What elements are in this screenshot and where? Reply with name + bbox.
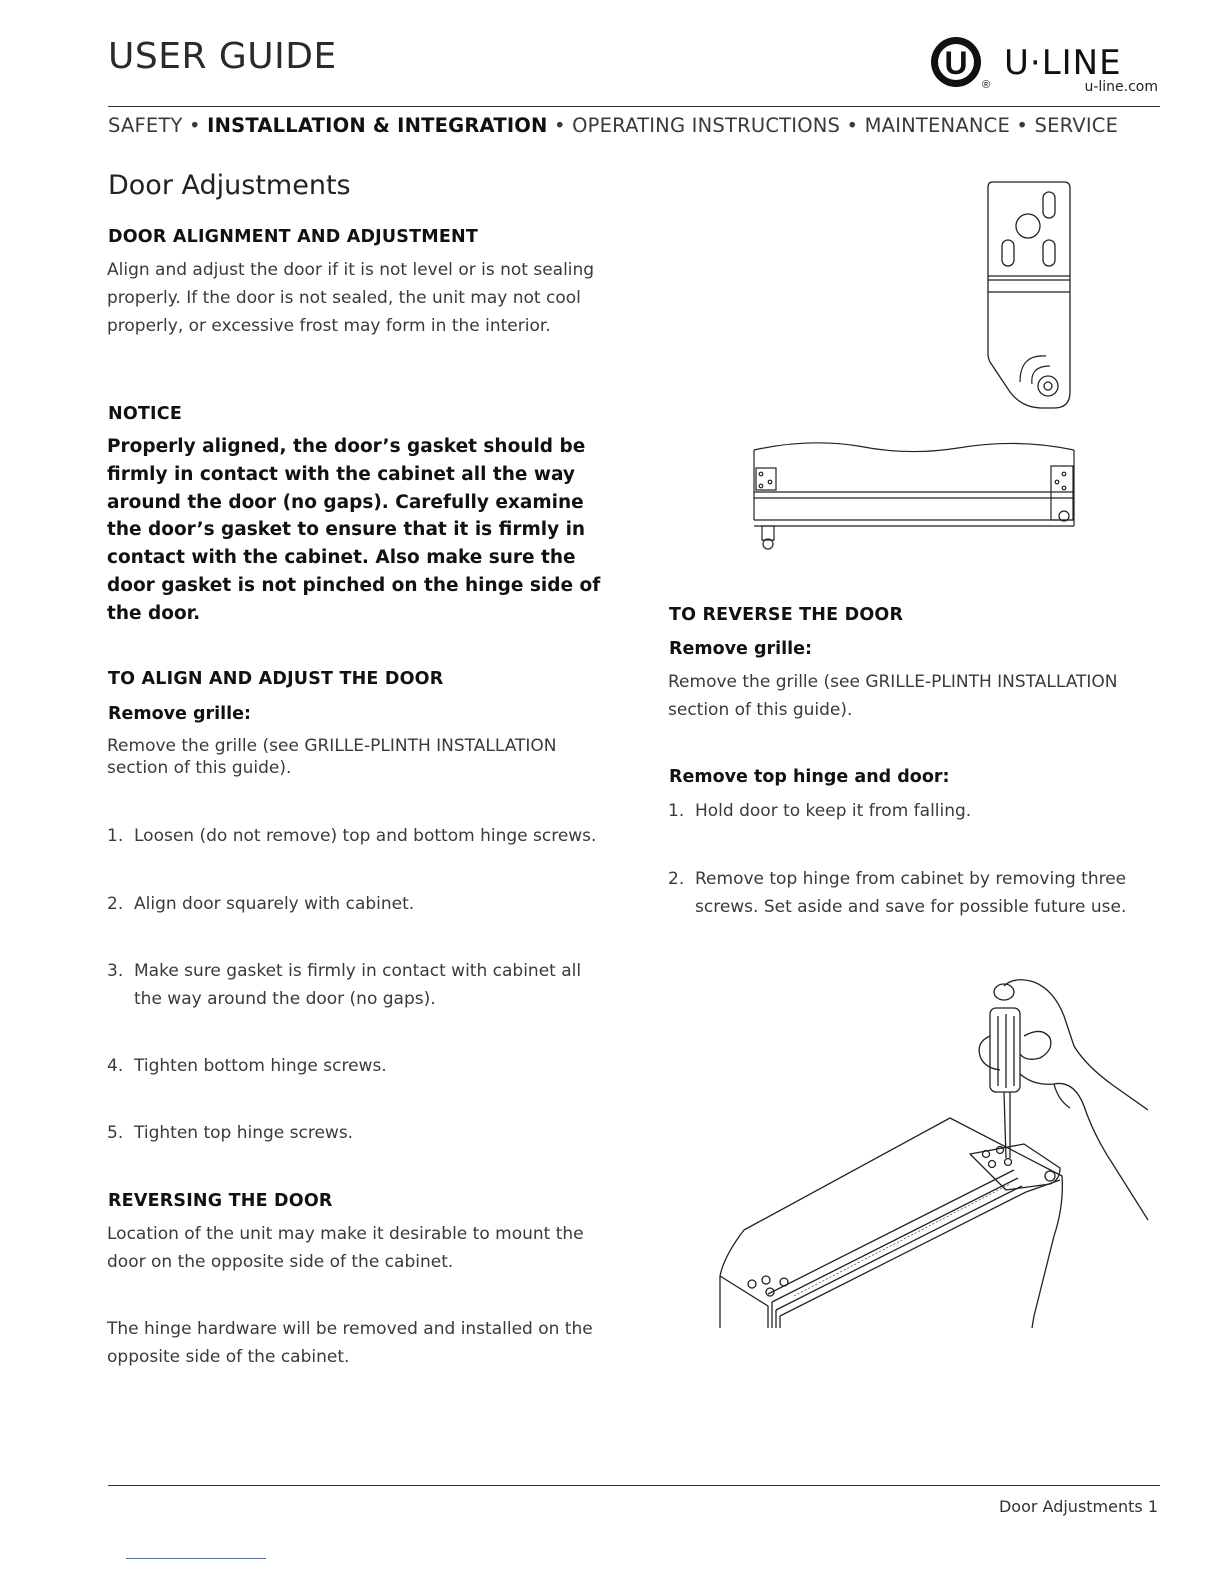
nav-separator: •	[1016, 114, 1029, 137]
brand-wordmark: U·LINE	[1004, 43, 1122, 83]
remove-grille-text: Remove the grille (see GRILLE-PLINTH INSTALLATION section of this guide).	[107, 736, 557, 778]
remove-grille-subheading: Remove grille:	[108, 704, 251, 724]
list-item: 4. Tighten bottom hinge screws.	[107, 1056, 387, 1076]
registered-mark: ®	[982, 79, 991, 91]
remove-top-hinge-subheading: Remove top hinge and door:	[669, 767, 950, 787]
nav-separator: •	[189, 114, 201, 137]
section-nav	[108, 114, 1160, 137]
logo-mark-letter: U	[944, 45, 968, 81]
notice-text: Properly aligned, the door’s gasket should be firmly in contact with the cabinet all the way around the door (no gaps). Carefully examine the door’s gasket to ensure that it is firmly in contact with the cabinet. Also make sure the door gasket is not pinched on the hinge side of the door.	[107, 436, 601, 624]
nav-separator: •	[846, 114, 859, 137]
footer-divider	[108, 1485, 1160, 1486]
list-item: 5. Tighten top hinge screws.	[107, 1123, 354, 1143]
page-heading: Door Adjustments	[108, 170, 351, 201]
reverse-remove-grille-text: Remove the grille (see GRILLE-PLINTH INSTALLATION section of this guide).	[668, 672, 1118, 720]
list-item: 1. Hold door to keep it from falling.	[668, 801, 972, 821]
reversing-paragraph-1: Location of the unit may make it desirable to mount the door on the opposite side of the cabinet.	[107, 1224, 584, 1272]
alignment-paragraph: Align and adjust the door if it is not level or is not sealing properly. If the door is not sealed, the unit may not cool properly, or excessive frost may form in the interior.	[107, 260, 595, 336]
header-divider	[108, 106, 1160, 107]
list-item: 1. Loosen (do not remove) top and bottom hinge screws.	[107, 826, 597, 846]
nav-maintenance: MAINTENANCE	[864, 114, 1011, 137]
nav-operating: OPERATING INSTRUCTIONS	[572, 114, 841, 137]
reverse-remove-grille-subheading: Remove grille:	[669, 639, 812, 659]
notice-heading: NOTICE	[108, 404, 182, 424]
nav-safety: SAFETY	[108, 114, 183, 137]
reversing-paragraph-2: The hinge hardware will be removed and installed on the opposite side of the cabinet.	[107, 1319, 593, 1367]
list-item: 3. Make sure gasket is firmly in contact with cabinet all the way around the door (no gaps).	[107, 961, 582, 1009]
nav-separator: •	[553, 114, 566, 137]
footer-link-underline	[126, 1558, 266, 1559]
reversing-heading: REVERSING THE DOOR	[108, 1191, 333, 1211]
align-adjust-heading: TO ALIGN AND ADJUST THE DOOR	[108, 669, 444, 689]
hinge-removal-illustration	[714, 976, 1154, 1332]
nav-service: SERVICE	[1034, 114, 1119, 137]
hinge-plate-illustration	[980, 178, 1076, 414]
alignment-heading: DOOR ALIGNMENT AND ADJUSTMENT	[108, 227, 479, 247]
list-item: 2. Remove top hinge from cabinet by removing three screws. Set aside and save for possible future use.	[668, 869, 1127, 917]
site-url[interactable]: u-line.com	[1084, 79, 1158, 95]
guide-title: USER GUIDE	[108, 36, 337, 77]
nav-installation: INSTALLATION & INTEGRATION	[207, 114, 548, 137]
page-footer: Door Adjustments 1	[998, 1497, 1158, 1516]
reverse-door-heading: TO REVERSE THE DOOR	[669, 605, 904, 625]
list-item: 2. Align door squarely with cabinet.	[107, 894, 415, 914]
door-top-view-illustration	[748, 436, 1080, 556]
